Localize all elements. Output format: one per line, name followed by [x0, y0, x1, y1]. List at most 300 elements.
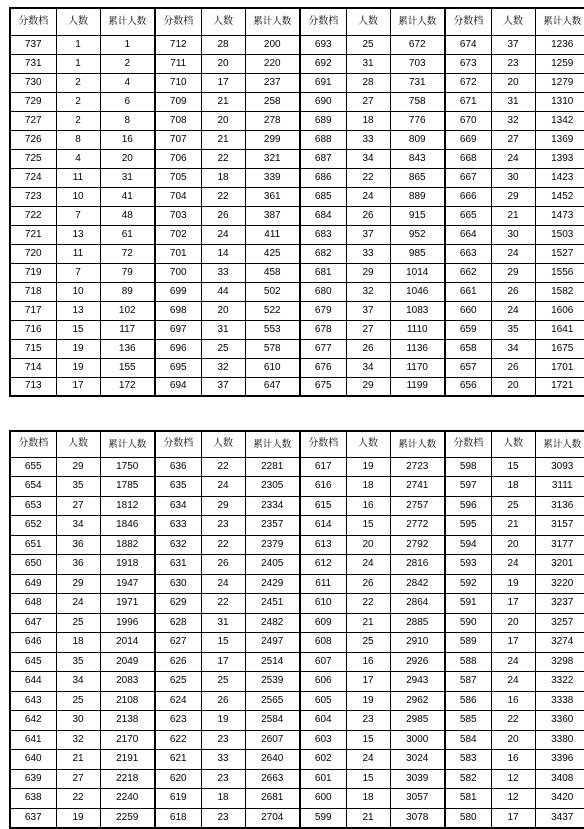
table-cell: 22 [201, 535, 245, 555]
table-cell: 638 [10, 789, 56, 809]
table-cell: 24 [491, 244, 535, 263]
table-cell: 669 [445, 130, 491, 149]
table-cell: 11 [56, 244, 100, 263]
table-cell: 613 [300, 535, 346, 555]
table-cell: 629 [155, 594, 201, 614]
table-cell: 21 [346, 613, 390, 633]
table-cell: 8 [100, 111, 155, 130]
table-cell: 23 [201, 769, 245, 789]
table-cell: 652 [10, 516, 56, 536]
table-cell: 594 [445, 535, 491, 555]
table-cell: 679 [300, 301, 346, 320]
table-cell: 21 [201, 92, 245, 111]
table-cell: 715 [10, 339, 56, 358]
table-row [10, 535, 584, 555]
table-cell: 622 [155, 730, 201, 750]
table-cell: 2240 [100, 789, 155, 809]
table-cell: 18 [491, 477, 535, 497]
table-cell: 596 [445, 496, 491, 516]
table-cell: 703 [155, 206, 201, 225]
table-cell: 664 [445, 225, 491, 244]
table-cell: 21 [56, 750, 100, 770]
table-cell: 698 [155, 301, 201, 320]
table-cell: 630 [155, 574, 201, 594]
table-cell: 2584 [245, 711, 300, 731]
table-cell: 22 [201, 187, 245, 206]
table-cell: 711 [155, 54, 201, 73]
table-cell: 706 [155, 149, 201, 168]
table-cell: 2451 [245, 594, 300, 614]
table-cell: 3111 [535, 477, 584, 497]
table-cell: 616 [300, 477, 346, 497]
table-cell: 37 [201, 377, 245, 396]
table-cell: 712 [155, 35, 201, 54]
table-cell: 644 [10, 672, 56, 692]
table-cell: 635 [155, 477, 201, 497]
table-cell: 425 [245, 244, 300, 263]
table-row [10, 613, 584, 633]
column-header: 分数档 [10, 8, 56, 35]
table-cell: 258 [245, 92, 300, 111]
table-cell: 2170 [100, 730, 155, 750]
table-cell: 26 [201, 691, 245, 711]
table-cell: 889 [390, 187, 445, 206]
table-cell: 627 [155, 633, 201, 653]
table-cell: 20 [346, 535, 390, 555]
table-cell: 618 [155, 808, 201, 828]
table-cell: 776 [390, 111, 445, 130]
table-cell: 16 [346, 652, 390, 672]
table-cell: 614 [300, 516, 346, 536]
table-cell: 24 [201, 225, 245, 244]
table-cell: 588 [445, 652, 491, 672]
table-cell: 1701 [535, 358, 584, 377]
table-cell: 17 [56, 377, 100, 396]
table-row [10, 730, 584, 750]
table-cell: 30 [491, 225, 535, 244]
table-cell: 18 [346, 477, 390, 497]
table-cell: 2926 [390, 652, 445, 672]
table-cell: 387 [245, 206, 300, 225]
table-cell: 36 [56, 535, 100, 555]
table-cell: 3274 [535, 633, 584, 653]
table-cell: 1369 [535, 130, 584, 149]
table-cell: 610 [245, 358, 300, 377]
table-cell: 11 [56, 168, 100, 187]
table-cell: 19 [346, 691, 390, 711]
table-cell: 672 [445, 73, 491, 92]
table-cell: 585 [445, 711, 491, 731]
table-cell: 31 [346, 54, 390, 73]
table-cell: 625 [155, 672, 201, 692]
table-cell: 17 [491, 633, 535, 653]
table-cell: 18 [201, 168, 245, 187]
table-row [10, 320, 584, 339]
column-header: 累计人数 [390, 8, 445, 35]
table-cell: 693 [300, 35, 346, 54]
table-cell: 6 [100, 92, 155, 111]
table-cell: 672 [390, 35, 445, 54]
table-row [10, 516, 584, 536]
table-cell: 25 [56, 691, 100, 711]
table-cell: 24 [491, 555, 535, 575]
table-cell: 605 [300, 691, 346, 711]
table-cell: 2 [56, 73, 100, 92]
table-cell: 685 [300, 187, 346, 206]
table-cell: 34 [346, 149, 390, 168]
table-row [10, 54, 584, 73]
table-cell: 3039 [390, 769, 445, 789]
table-row [10, 301, 584, 320]
table-cell: 3078 [390, 808, 445, 828]
column-header: 分数档 [10, 431, 56, 457]
table-cell: 37 [346, 225, 390, 244]
table-row [10, 358, 584, 377]
table-cell: 79 [100, 263, 155, 282]
table-cell: 34 [56, 516, 100, 536]
table-cell: 676 [300, 358, 346, 377]
table-cell: 700 [155, 263, 201, 282]
table-cell: 586 [445, 691, 491, 711]
table-cell: 20 [491, 613, 535, 633]
table-cell: 321 [245, 149, 300, 168]
table-row [10, 282, 584, 301]
table-cell: 2 [56, 92, 100, 111]
table-cell: 2864 [390, 594, 445, 614]
table-cell: 705 [155, 168, 201, 187]
table-cell: 26 [491, 358, 535, 377]
table-cell: 3437 [535, 808, 584, 828]
table-cell: 737 [10, 35, 56, 54]
table-cell: 2565 [245, 691, 300, 711]
table-cell: 522 [245, 301, 300, 320]
table-row [10, 574, 584, 594]
table-cell: 2191 [100, 750, 155, 770]
table-cell: 18 [56, 633, 100, 653]
table-row [10, 244, 584, 263]
table-cell: 17 [491, 808, 535, 828]
table-cell: 28 [201, 35, 245, 54]
table-cell: 10 [56, 282, 100, 301]
table-cell: 2607 [245, 730, 300, 750]
table-cell: 597 [445, 477, 491, 497]
table-cell: 12 [491, 789, 535, 809]
table-cell: 628 [155, 613, 201, 633]
table-cell: 2539 [245, 672, 300, 692]
column-header: 分数档 [445, 8, 491, 35]
table-cell: 1675 [535, 339, 584, 358]
table-cell: 3298 [535, 652, 584, 672]
table-cell: 2083 [100, 672, 155, 692]
table-row [10, 808, 584, 828]
table-cell: 2482 [245, 613, 300, 633]
table-cell: 3257 [535, 613, 584, 633]
table-cell: 758 [390, 92, 445, 111]
table-cell: 35 [491, 320, 535, 339]
table-cell: 30 [56, 711, 100, 731]
table-cell: 61 [100, 225, 155, 244]
table-cell: 865 [390, 168, 445, 187]
table-cell: 720 [10, 244, 56, 263]
table-cell: 29 [56, 457, 100, 477]
table-cell: 648 [10, 594, 56, 614]
table-cell: 20 [491, 730, 535, 750]
table-cell: 3408 [535, 769, 584, 789]
table-cell: 601 [300, 769, 346, 789]
table-cell: 22 [491, 711, 535, 731]
table-cell: 33 [201, 263, 245, 282]
table-cell: 237 [245, 73, 300, 92]
table-cell: 31 [491, 92, 535, 111]
table-cell: 718 [10, 282, 56, 301]
table-cell: 692 [300, 54, 346, 73]
table-cell: 3057 [390, 789, 445, 809]
table-cell: 3000 [390, 730, 445, 750]
table-cell: 724 [10, 168, 56, 187]
table-cell: 25 [201, 672, 245, 692]
table-row [10, 187, 584, 206]
table-cell: 1785 [100, 477, 155, 497]
table-cell: 985 [390, 244, 445, 263]
table-cell: 684 [300, 206, 346, 225]
table-cell: 278 [245, 111, 300, 130]
table-cell: 581 [445, 789, 491, 809]
table-cell: 136 [100, 339, 155, 358]
table-cell: 696 [155, 339, 201, 358]
table-cell: 502 [245, 282, 300, 301]
table-cell: 1046 [390, 282, 445, 301]
column-header: 分数档 [155, 8, 201, 35]
table-cell: 24 [491, 301, 535, 320]
table-cell: 2379 [245, 535, 300, 555]
table-cell: 663 [445, 244, 491, 263]
table-cell: 21 [346, 808, 390, 828]
table-cell: 681 [300, 263, 346, 282]
table-cell: 1170 [390, 358, 445, 377]
table-cell: 1136 [390, 339, 445, 358]
table-cell: 1996 [100, 613, 155, 633]
column-header: 人数 [491, 8, 535, 35]
table-cell: 3093 [535, 457, 584, 477]
table-cell: 3237 [535, 594, 584, 614]
table-cell: 31 [201, 320, 245, 339]
table-cell: 649 [10, 574, 56, 594]
table-cell: 2772 [390, 516, 445, 536]
table-cell: 1236 [535, 35, 584, 54]
table-cell: 583 [445, 750, 491, 770]
table-cell: 27 [491, 130, 535, 149]
table-cell: 33 [201, 750, 245, 770]
table-cell: 36 [56, 555, 100, 575]
table-cell: 603 [300, 730, 346, 750]
table-cell: 3177 [535, 535, 584, 555]
table-cell: 714 [10, 358, 56, 377]
table-cell: 642 [10, 711, 56, 731]
table-cell: 26 [346, 206, 390, 225]
table-cell: 172 [100, 377, 155, 396]
table-cell: 1259 [535, 54, 584, 73]
column-header: 分数档 [155, 431, 201, 457]
table-cell: 710 [155, 73, 201, 92]
table-cell: 20 [201, 54, 245, 73]
table-cell: 599 [300, 808, 346, 828]
table-cell: 553 [245, 320, 300, 339]
table-cell: 699 [155, 282, 201, 301]
table-cell: 24 [491, 149, 535, 168]
table-cell: 2910 [390, 633, 445, 653]
table-cell: 19 [201, 711, 245, 731]
table-cell: 3420 [535, 789, 584, 809]
table-row [10, 555, 584, 575]
table-cell: 34 [346, 358, 390, 377]
table-cell: 1503 [535, 225, 584, 244]
table-cell: 17 [346, 672, 390, 692]
table-cell: 592 [445, 574, 491, 594]
table-cell: 23 [201, 730, 245, 750]
table-cell: 723 [10, 187, 56, 206]
table-cell: 721 [10, 225, 56, 244]
table-cell: 10 [56, 187, 100, 206]
table-cell: 411 [245, 225, 300, 244]
table-cell: 689 [300, 111, 346, 130]
table-cell: 22 [346, 168, 390, 187]
table-cell: 29 [346, 377, 390, 396]
table-cell: 20 [491, 377, 535, 396]
score-table-lower [9, 430, 584, 829]
table-cell: 26 [346, 574, 390, 594]
table-cell: 952 [390, 225, 445, 244]
table-cell: 636 [155, 457, 201, 477]
table-cell: 620 [155, 769, 201, 789]
table-cell: 31 [100, 168, 155, 187]
table-cell: 27 [346, 92, 390, 111]
table-cell: 1110 [390, 320, 445, 339]
table-cell: 709 [155, 92, 201, 111]
table-cell: 1641 [535, 320, 584, 339]
table-cell: 590 [445, 613, 491, 633]
table-cell: 580 [445, 808, 491, 828]
table-cell: 2138 [100, 711, 155, 731]
table-row [10, 769, 584, 789]
table-cell: 35 [56, 477, 100, 497]
column-header: 人数 [346, 8, 390, 35]
table-cell: 612 [300, 555, 346, 575]
table-cell: 2816 [390, 555, 445, 575]
table-cell: 3157 [535, 516, 584, 536]
table-cell: 3201 [535, 555, 584, 575]
table-cell: 662 [445, 263, 491, 282]
table-cell: 2943 [390, 672, 445, 692]
table-cell: 13 [56, 301, 100, 320]
table-cell: 656 [445, 377, 491, 396]
score-table-upper [9, 7, 584, 397]
table-cell: 30 [491, 168, 535, 187]
column-header: 人数 [56, 8, 100, 35]
table-row [10, 672, 584, 692]
table-cell: 1947 [100, 574, 155, 594]
table-cell: 678 [300, 320, 346, 339]
table-cell: 595 [445, 516, 491, 536]
table-cell: 1 [56, 54, 100, 73]
table-cell: 16 [100, 130, 155, 149]
table-cell: 1014 [390, 263, 445, 282]
table-cell: 22 [346, 594, 390, 614]
table-cell: 657 [445, 358, 491, 377]
table-cell: 20 [201, 111, 245, 130]
table-cell: 1750 [100, 457, 155, 477]
column-header: 分数档 [445, 431, 491, 457]
table-row [10, 633, 584, 653]
table-cell: 587 [445, 672, 491, 692]
table-row [10, 149, 584, 168]
table-cell: 4 [100, 73, 155, 92]
table-cell: 3322 [535, 672, 584, 692]
table-cell: 16 [346, 496, 390, 516]
table-cell: 600 [300, 789, 346, 809]
table-cell: 716 [10, 320, 56, 339]
table-cell: 674 [445, 35, 491, 54]
table-cell: 725 [10, 149, 56, 168]
table-cell: 2962 [390, 691, 445, 711]
table-cell: 19 [56, 358, 100, 377]
table-cell: 589 [445, 633, 491, 653]
table-cell: 582 [445, 769, 491, 789]
table-row [10, 691, 584, 711]
table-cell: 17 [491, 594, 535, 614]
table-cell: 645 [10, 652, 56, 672]
table-cell: 33 [346, 130, 390, 149]
table-cell: 2723 [390, 457, 445, 477]
table-cell: 1393 [535, 149, 584, 168]
table-cell: 15 [201, 633, 245, 653]
table-cell: 27 [56, 769, 100, 789]
table-row [10, 111, 584, 130]
table-cell: 731 [10, 54, 56, 73]
table-cell: 155 [100, 358, 155, 377]
table-row [10, 496, 584, 516]
table-cell: 694 [155, 377, 201, 396]
table-cell: 8 [56, 130, 100, 149]
table-cell: 458 [245, 263, 300, 282]
table-cell: 1473 [535, 206, 584, 225]
table-cell: 1423 [535, 168, 584, 187]
table-cell: 673 [445, 54, 491, 73]
table-cell: 2405 [245, 555, 300, 575]
table-cell: 24 [201, 477, 245, 497]
column-header: 累计人数 [535, 431, 584, 457]
table-cell: 641 [10, 730, 56, 750]
table-cell: 220 [245, 54, 300, 73]
table-cell: 670 [445, 111, 491, 130]
table-cell: 729 [10, 92, 56, 111]
table-cell: 634 [155, 496, 201, 516]
table-cell: 15 [491, 457, 535, 477]
table-cell: 339 [245, 168, 300, 187]
table-cell: 717 [10, 301, 56, 320]
table-cell: 688 [300, 130, 346, 149]
table-cell: 707 [155, 130, 201, 149]
table-row [10, 594, 584, 614]
table-cell: 16 [491, 691, 535, 711]
column-header: 人数 [56, 431, 100, 457]
table-cell: 15 [346, 730, 390, 750]
table-cell: 3338 [535, 691, 584, 711]
table-cell: 1 [56, 35, 100, 54]
table-cell: 16 [491, 750, 535, 770]
column-header: 人数 [346, 431, 390, 457]
table-cell: 2218 [100, 769, 155, 789]
table-cell: 4 [56, 149, 100, 168]
